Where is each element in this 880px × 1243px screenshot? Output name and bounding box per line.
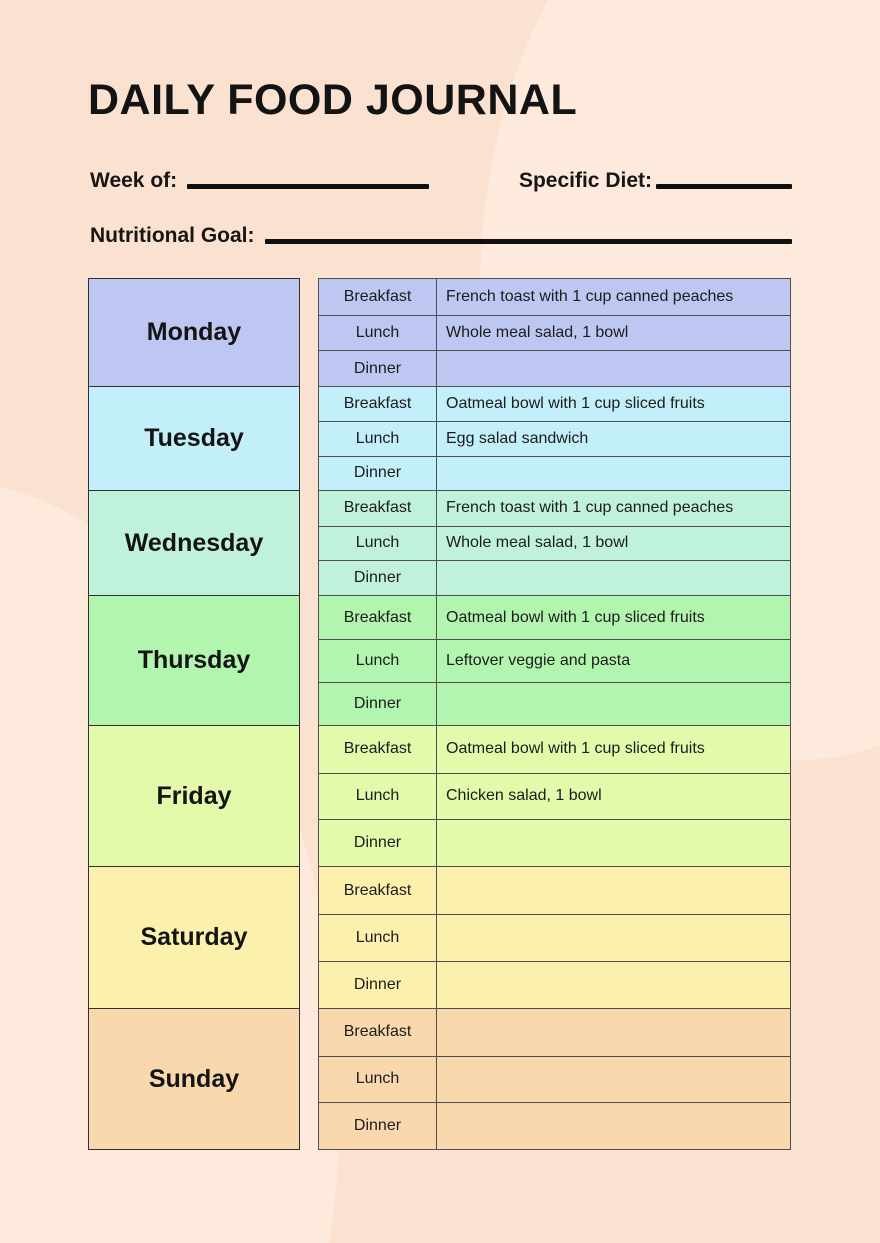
meal-label-cell: Lunch (319, 1056, 437, 1103)
day-block-wednesday (88, 490, 300, 596)
header-fields (90, 169, 792, 248)
meal-label-cell: Dinner (319, 560, 437, 595)
meal-label-cell: Dinner (319, 1102, 437, 1149)
meal-group-monday (318, 278, 791, 387)
meal-value-cell[interactable] (437, 1056, 790, 1103)
nutritional-goal-field[interactable] (265, 239, 793, 244)
meal-label-cell: Dinner (319, 961, 437, 1008)
meal-value-cell[interactable]: French toast with 1 cup canned peaches (446, 499, 734, 517)
day-block-thursday (88, 595, 300, 726)
meal-value-cell[interactable] (437, 456, 790, 490)
week-of-label: Week of: (90, 169, 178, 192)
meal-label-cell: Breakfast (319, 596, 437, 639)
meal-value-cell[interactable]: Whole meal salad, 1 bowl (437, 526, 790, 561)
meal-value-cell[interactable]: Egg salad sandwich (437, 421, 790, 455)
day-block-sunday (88, 1008, 300, 1150)
meal-label-cell: Lunch (319, 773, 437, 820)
day-block-monday (88, 278, 300, 387)
day-column (88, 278, 300, 1150)
day-block-saturday (88, 866, 300, 1009)
meal-value-cell[interactable]: French toast with 1 cup canned peaches (446, 287, 734, 305)
meal-value-cell[interactable] (437, 682, 790, 725)
meal-label-cell: Breakfast (319, 279, 437, 315)
meal-group-wednesday (318, 490, 791, 596)
specific-diet-label: Specific Diet: (518, 169, 652, 192)
meal-value-cell[interactable] (437, 867, 790, 914)
week-of-field[interactable] (187, 184, 429, 189)
day-name: Friday (156, 781, 232, 810)
meal-value-cell[interactable]: Oatmeal bowl with 1 cup sliced fruits (446, 395, 705, 413)
meal-label-cell: Dinner (319, 456, 437, 490)
meal-label-cell: Breakfast (319, 387, 437, 421)
meal-value-cell[interactable]: Whole meal salad, 1 bowl (437, 315, 790, 351)
meal-value-cell[interactable]: Oatmeal bowl with 1 cup sliced fruits (446, 740, 705, 758)
day-block-tuesday (88, 386, 300, 491)
meal-label-cell: Lunch (319, 526, 437, 561)
meal-group-saturday (318, 866, 791, 1009)
week-diet-row (90, 169, 792, 193)
meal-value-cell[interactable] (437, 961, 790, 1008)
meal-group-tuesday (318, 386, 791, 491)
day-name: Thursday (137, 646, 251, 674)
meal-value-cell[interactable] (437, 1009, 790, 1056)
meal-label-cell: Breakfast (319, 867, 437, 914)
day-name: Tuesday (144, 424, 244, 452)
meal-label-cell: Dinner (319, 819, 437, 866)
meal-value-cell[interactable] (437, 914, 790, 961)
day-name: Sunday (148, 1064, 240, 1093)
day-block-friday (88, 725, 300, 867)
meal-group-thursday (318, 595, 791, 726)
meal-label-cell: Breakfast (319, 491, 437, 526)
meal-label-cell: Lunch (319, 639, 437, 682)
meal-label-cell: Dinner (319, 682, 437, 725)
meal-label-cell: Lunch (319, 914, 437, 961)
meal-value-cell[interactable]: Chicken salad, 1 bowl (437, 773, 790, 820)
journal-table (88, 278, 791, 1150)
meal-value-cell[interactable]: Leftover veggie and pasta (437, 639, 790, 682)
meal-label-cell: Breakfast (319, 1009, 437, 1056)
page-title: DAILY FOOD JOURNAL (88, 76, 578, 124)
nutritional-goal-row (90, 224, 792, 248)
meals-column (318, 278, 791, 1150)
meal-label-cell: Lunch (319, 315, 437, 351)
meal-label-cell: Dinner (319, 350, 437, 386)
meal-value-cell[interactable] (437, 560, 790, 595)
nutritional-goal-label: Nutritional Goal: (90, 224, 255, 247)
column-gap (300, 278, 318, 1150)
specific-diet-field[interactable] (656, 184, 792, 189)
meal-group-friday (318, 725, 791, 867)
meal-value-cell[interactable] (437, 1102, 790, 1149)
meal-group-sunday (318, 1008, 791, 1150)
meal-value-cell[interactable] (437, 350, 790, 386)
day-name: Wednesday (124, 528, 264, 557)
meal-label-cell: Breakfast (319, 726, 437, 773)
day-name: Saturday (140, 923, 248, 951)
day-name: Monday (146, 318, 242, 346)
meal-label-cell: Lunch (319, 421, 437, 455)
meal-value-cell[interactable] (437, 819, 790, 866)
meal-value-cell[interactable]: Oatmeal bowl with 1 cup sliced fruits (446, 608, 705, 626)
